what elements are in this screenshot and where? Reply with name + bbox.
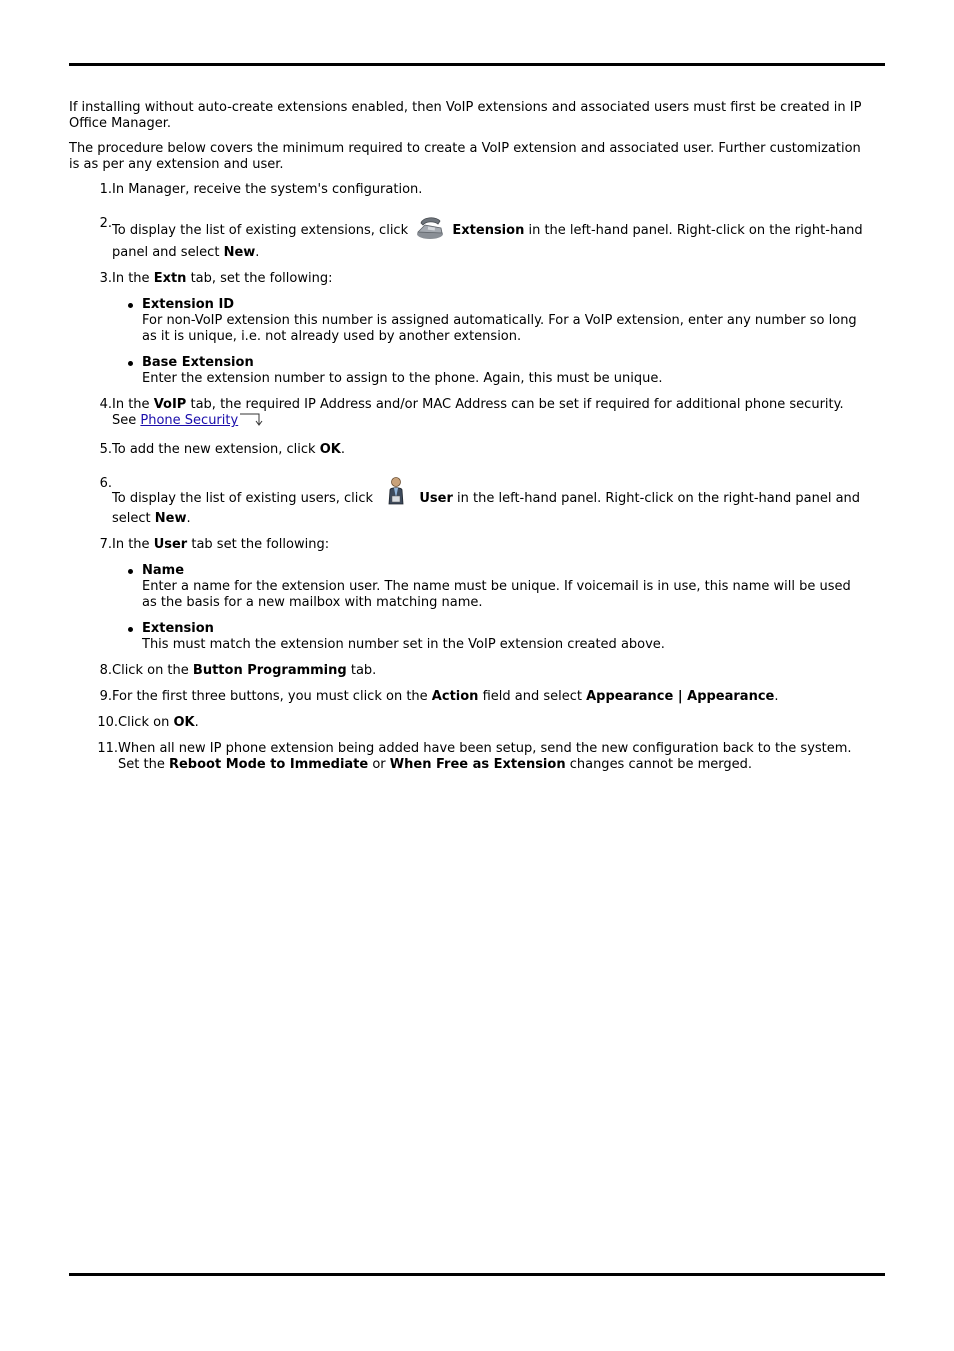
list-item: Name Enter a name for the extension user. The name must be unique. If voicemail is in use, this name will be used as the basis for a new mailbox with matching name. bbox=[112, 563, 869, 611]
step-text: When all new IP phone extension being added have been setup, send the new configuration back to the system. Set the Reboot Mode to Immediate or When Free as Extension changes cannot be merged. bbox=[118, 741, 852, 772]
step-number: 6. bbox=[99, 476, 112, 491]
step-text: Click on the Button Programming tab. bbox=[112, 663, 377, 678]
step-6 bbox=[69, 476, 869, 527]
step-7 bbox=[69, 537, 869, 653]
step-number: 5. bbox=[99, 442, 112, 457]
list-item: Base Extension Enter the extension number to assign to the phone. Again, this must be unique. bbox=[112, 355, 869, 387]
step-number: 2. bbox=[99, 216, 112, 231]
step-number: 9. bbox=[99, 689, 112, 704]
intro-paragraph-1: If installing without auto-create extensions enabled, then VoIP extensions and associated users must first be created in IP Office Manager. bbox=[69, 100, 862, 131]
step-text: To add the new extension, click OK. bbox=[112, 442, 345, 457]
step-number: 3. bbox=[99, 271, 112, 286]
procedure-steps bbox=[69, 182, 869, 773]
list-item: Extension ID For non-VoIP extension this number is assigned automatically. For a VoIP extension, enter any number so long as it is unique, i.e. not already used by another extension. bbox=[112, 297, 869, 345]
step-5 bbox=[69, 442, 869, 458]
step-number: 10. bbox=[97, 715, 118, 730]
phone-security-link[interactable]: Phone Security bbox=[140, 413, 239, 428]
step-2 bbox=[69, 216, 869, 261]
step-number: 4. bbox=[99, 397, 112, 412]
step-10 bbox=[69, 715, 869, 731]
header-rule bbox=[69, 63, 885, 66]
user-figure-icon bbox=[387, 476, 405, 511]
list-item: Extension This must match the extension number set in the VoIP extension created above. bbox=[112, 621, 869, 653]
extn-settings-list bbox=[112, 297, 869, 387]
step-4 bbox=[69, 397, 869, 432]
desk-phone-icon bbox=[415, 216, 445, 245]
step-text: In Manager, receive the system's configuration. bbox=[112, 182, 423, 197]
step-text: In the Extn tab, set the following: bbox=[112, 271, 333, 286]
user-settings-list bbox=[112, 563, 869, 653]
step-11 bbox=[69, 741, 869, 773]
footer-rule bbox=[69, 1273, 885, 1276]
step-text: In the VoIP tab, the required IP Address and/or MAC Address can be set if required for additional phone security. See Phone Security bbox=[112, 397, 869, 432]
step-3 bbox=[69, 271, 869, 387]
step-number: 1. bbox=[99, 182, 112, 197]
intro-paragraph-2: The procedure below covers the minimum required to create a VoIP extension and associated user. Further customization is as per any extension and user. bbox=[69, 141, 861, 172]
step-9 bbox=[69, 689, 869, 705]
document-body bbox=[69, 100, 869, 783]
step-text: To display the list of existing users, click User in the left-hand panel. Right-click on the right-hand panel and select New. bbox=[112, 476, 869, 527]
step-1 bbox=[69, 182, 869, 198]
step-number: 7. bbox=[99, 537, 112, 552]
step-text: To display the list of existing extensions, click Extension in the left-hand panel. Right-click on the right-hand panel and select New. bbox=[112, 216, 869, 261]
step-number: 11. bbox=[97, 741, 118, 756]
cross-reference-arrow-icon bbox=[239, 413, 265, 432]
step-text: For the first three buttons, you must click on the Action field and select Appearance | Appearance. bbox=[112, 689, 779, 704]
step-text: In the User tab set the following: bbox=[112, 537, 330, 552]
step-8 bbox=[69, 663, 869, 679]
step-number: 8. bbox=[99, 663, 112, 678]
step-text: Click on OK. bbox=[118, 715, 199, 730]
